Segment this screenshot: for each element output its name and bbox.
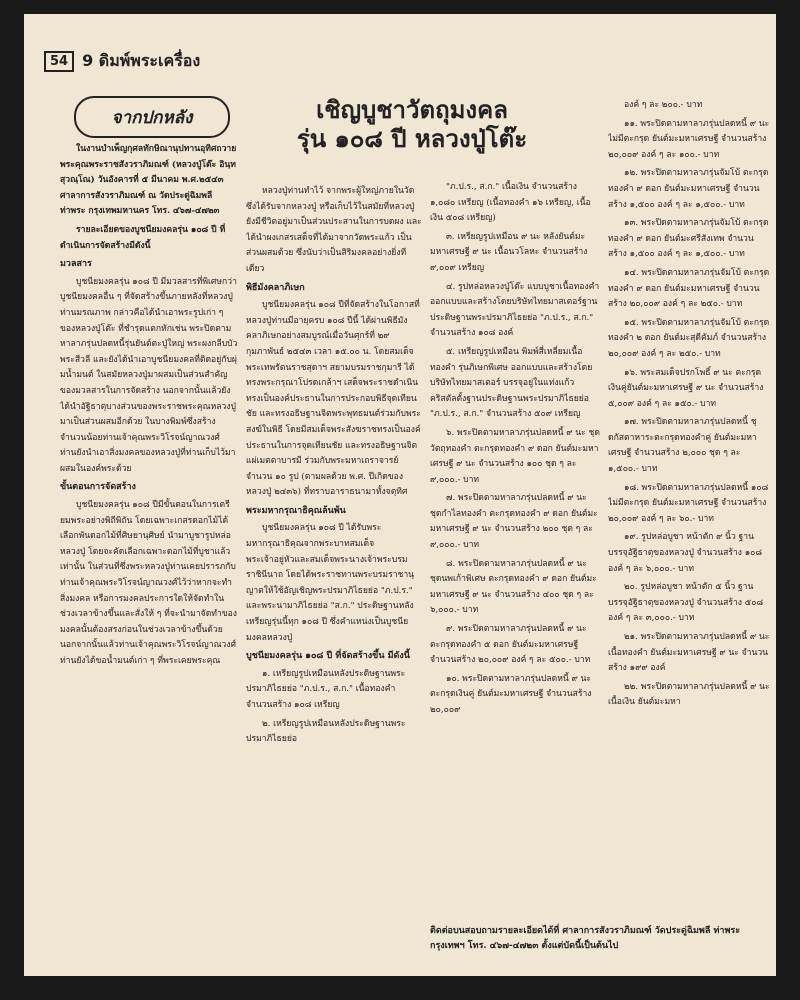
text-column-3 — [430, 180, 600, 920]
list-item: ๑๗. พระปิดตามหาลาภรุ่นปลดหนี้ ชุดกัสตาหาระตะกรุดทองคำคู่ ยันต์มะมหาเศรษฐี จำนวนสร้าง ๒,๐๐๐ ชุด ๆ ละ ๑,๕๐๐.- บาท — [608, 417, 757, 475]
list-item: ๒. เหรียญรูปเหมือนหลังประดิษฐานพระปรมาภิไธยย่อ — [246, 718, 406, 745]
lead-paragraph-2: รายละเอียดของบูชนียมงคลรุ่น ๑๐๘ ปี ที่ดำเนินการจัดสร้างมีดังนี้ — [60, 224, 226, 251]
column-badge: จากปกหลัง — [74, 96, 230, 138]
page-number: 54 — [44, 51, 74, 72]
list-item: ๒๒. พระปิดตามหาลาภรุ่นปลดหนี้ ๙ นะ เนื้อเงิน ยันต์มะมหา — [608, 681, 770, 708]
section-heading-process: ขั้นตอนการจัดสร้าง — [60, 482, 136, 493]
list-item: ๑๔. พระปิดตามหาลาภรุ่นจัมโบ้ ตะกรุดทองคำ ๙ ดอก ยันต์มะมหาเศรษฐี จำนวนสร้าง ๒๐,๐๐๙ องค์ ๆ ละ ๒๕๐.- บาท — [608, 267, 770, 310]
text-column-1 — [60, 142, 238, 960]
section-heading-items-list: บูชนียมงคลรุ่น ๑๐๘ ปี ที่จัดสร้างขึ้น มีดังนี้ — [246, 651, 410, 662]
lead-paragraph: ในงานบำเพ็ญกุศลทักษิณานุปทานอุทิศถวายพระคุณพระราชสังวราภิมณฑ์ (หลวงปู่โต๊ะ อินฺทสุวณฺโณ) วันอังคารที่ ๕ มีนาคม พ.ศ.๒๕๔๓ ศาลาการสังวราภิมณฑ์ ณ วัดประดู่ฉิมพลี ท่าพระ กรุงเทพมหานคร โทร. ๔๖๗-๔๗๒๓ — [60, 144, 237, 217]
list-item: ๑๑. พระปิดตามหาลาภรุ่นปลดหนี้ ๙ นะ ไม่มีตะกรุด ยันต์มะมหาเศรษฐี จำนวนสร้าง ๒๐,๐๐๙ องค์ ๆ ละ ๑๐๐.- บาท — [608, 118, 770, 160]
list-item: "ภ.ป.ร., ส.ก." เนื้อเงิน จำนวนสร้าง ๑,๐๘๐ เหรียญ (เนื้อทองคำ ๑๖ เหรียญ, เนื้อเงิน ๕๐๘ เหรียญ) — [430, 182, 591, 224]
text-column-2 — [246, 184, 422, 960]
list-item: ๕. เหรียญรูปเหมือน พิมพ์สี่เหลี่ยมเนื้อทองคำ รุ่นภิเษกพิเศษ ออกแบบและสร้างโดยบริษัทไทยมาสเตอร์ บรรจุอยู่ในแท่งแก้วคริสตัลตั้งฐานประดิษฐานพระปรมาภิไธยย่อ "ภ.ป.ร., ส.ก." จำนวนสร้าง ๕๐๙ เหรียญ — [430, 346, 593, 420]
paragraph: บูชนียมงคลรุ่น ๑๐๘ ปี มีมวลสารที่พิเศษกว่าบูชนียมงคลอื่น ๆ ที่จัดสร้างขึ้นภายหลังที่หลวงปู่ท่านมรณภาพ กล่าวคือได้นำเอาพระรูปเก่า ๆ ของหลวงปู่โต๊ะ ที่ชำรุดแตกหักเช่น พระปิดตามหาลาภรุ่นปลดหนี้รุ่นยันต์ตะปู่ใหญ่ พระผงกลีบบัว พระสีวลี และยังได้นำเอาบูชนียมงคลที่ติดอยู่กับผุ่มน้ำมนต์ ในสมัยหลวงปู่มาผสมเป็นส่วนสำคัญของมวลสารในการจัดสร้าง นอกจากนั้นแล้วยังได้นำอัฐิธาตุบางส่วนของพระราชพระคุณหลวงปู่มาเป็นส่วนผสมอีกด้วย ในบางพิมพ์ซึ่งสร้างจำนวนน้อยท่านเจ้าคุณพระวิโรจน์ญาณวงศ์ ท่านยังนำเอาสิ่งมงคลของหลวงปู่ที่ท่านเก็บไว้มาผสมในองค์พระด้วย — [60, 276, 238, 474]
publication-name: 9 ดิมพ์พระเครื่อง — [82, 50, 201, 70]
list-item: ๑๘. พระปิดตามหาลาภรุ่นปลดหนี้ ๑๐๘ ไม่มีตะกรุด ยันต์มะมหาเศรษฐี จำนวนสร้าง ๒๐,๐๐๙ องค์ ๆ ละ ๖๐.- บาท — [608, 482, 769, 524]
list-item: ๒๑. พระปิดตามหาลาภรุ่นปลดหนี้ ๙ นะ เนื้อทองคำ ยันต์มะมหาเศรษฐี ๙ นะ จำนวนสร้าง ๑๙๙ องค์ — [608, 632, 770, 674]
list-item: ๑๙. รูปหล่อบูชา หน้าตัก ๙ นิ้ว ฐานบรรจุอัฐิธาตุของหลวงปู่ จำนวนสร้าง ๑๐๘ องค์ ๆ ละ ๖,๐๐๐.- บาท — [608, 532, 763, 574]
list-item: ๖. พระปิดตามหาลาภรุ่นปลดหนี้ ๙ นะ ชุดวัตถุทองคำ ตะกรุดทองคำ ๙ ดอก ยันต์มะมหาเศรษฐี ๙ นะ จำนวนสร้าง ๑๐๐ ชุด ๆ ละ ๙,๐๐๐.- บาท — [430, 427, 600, 485]
list-item: ๑๕. พระปิดตามหาลาภรุ่นจัมโบ้ ตะกรุดทองคำ ๒ ดอก ยันต์มะสุดีคัมภ์ จำนวนสร้าง ๒๐,๐๐๙ องค์ ๆ ละ ๒๕๐.- บาท — [608, 317, 770, 359]
article-title — [242, 96, 582, 154]
list-item: ๑๖. พระสมเด็จปรกโพธิ์ ๙ นะ ตะกรุดเงินคู่ยันต์มะมหาเศรษฐี ๙ นะ จำนวนสร้าง ๕,๐๐๙ องค์ ๆ ละ ๑๕๐.- บาท — [608, 367, 764, 409]
list-item: ๔. รูปหล่อหลวงปู่โต๊ะ แบบบูชาเนื้อทองคำ ออกแบบและสร้างโดยบริษัทไทยมาสเตอร์ฐานประดิษฐานพระปรมาภิไธยย่อ "ภ.ป.ร., ส.ก." จำนวนสร้าง ๑๐๘ องค์ — [430, 281, 600, 339]
paragraph: บูชนียมงคลรุ่น ๑๐๘ ปีมีขั้นตอนในการเตรียมพระอย่างพิถีพิถัน โดยเฉพาะเกสรดอกไม้ได้เลือกพันดอกไม้ที่ศิษยานุศิษย์ นำมาบูชารูปหล่อหลวงปู่ โดยจะคัดเลือกเฉพาะดอกไม้ที่บูชาแล้วเท่านั้น ในส่วนที่ซึ่งพระหลวงปู่ท่านเคยปรารภกับท่านเจ้าคุณพระวิโรจน์ญาณวงศ์ไว้ว่าหากจะทำสิ่งมงคล หรือการมงคลประการใดให้จัดทำในช่วงเวลาข้างขึ้นและสั่งให้ ๆ ที่จะนำมาจัดทำของมงคลนั้นต้องสรงก่อนในช่วงเวลาข้างขึ้นด้วย นอกจากนั้นแล้วท่านเจ้าคุณพระวิโรจน์ญาณวงศ์ ท่านยังได้ขอน้ำมนต์เก่า ๆ ที่พระเคยพระคุณ — [60, 500, 238, 666]
section-heading-materials: มวลสาร — [60, 259, 92, 270]
section-heading-royal-grace: พระมหากรุณาธิคุณล้นพ้น — [246, 505, 346, 516]
list-item: ๘. พระปิดตามหาลาภรุ่นปลดหนี้ ๙ นะ ชุดนพเก้าพิเศษ ตะกรุดทองคำ ๙ ดอก ยันต์มะมหาเศรษฐี ๙ นะ จำนวนสร้าง ๔๐๐ ชุด ๆ ละ ๖,๐๐๐.- บาท — [430, 558, 597, 616]
list-item: ๑๐. พระปิดตามหาลาภรุ่นปลดหนี้ ๙ นะ ตะกรุดเงินคู่ ยันต์มะมหาเศรษฐี จำนวนสร้าง ๒๐,๐๐๙ — [430, 673, 592, 715]
paragraph: บูชนียมงคลรุ่น ๑๐๘ ปีที่จัดสร้างในโอกาสที่หลวงปู่ท่านมีอายุครบ ๑๐๘ ปีนี้ ได้ผ่านพิธีมังคลาภิเษกอย่างสมบูรณ์เมื่อวันศุกร์ที่ ๒๙ กุมภาพันธ์ ๒๕๔๓ เวลา ๑๕.๐๐ น. โดยสมเด็จพระเทพรัตนราชสุดาฯ สยามบรมราชกุมารี ได้ทรงพระกรุณาโปรดเกล้าฯ เสด็จพระราชดำเนินทรงเป็นองค์ประธานในการประกอบพิธีจุดเทียนชัย และทรงอธิษฐานจิตพระพุทธมนต์ร่วมกับพระสงฆ์ในพิธี โดยมีสมเด็จพระสังฆราชทรงเป็นองค์ประธานในการจุดเทียนชัย และทรงอธิษฐานจิตแผ่เมตตาบารมี ร่วมกับพระมหาเถราจารย์ จำนวน ๑๐ รูป (ตามผลด้วย พ.ศ. ปีเกิดของหลวงปู่ ๒๔๓๖) ที่ทราบอาราธนามาทั้งจตุทิศ — [246, 300, 421, 498]
list-item: ๑๓. พระปิดตามหาลาภรุ่นจัมโบ้ ตะกรุดทองคำ ๙ ดอก ยันต์มะศรีสังเทพ จำนวนสร้าง ๑,๕๐๐ องค์ ๆ ละ ๑,๕๐๐.- บาท — [608, 218, 769, 260]
title-line-1: เชิญบูชาวัตถุมงคล — [316, 96, 508, 124]
list-item: ๙. พระปิดตามหาลาภรุ่นปลดหนี้ ๙ นะ ตะกรุดทองคำ ๕ ดอก ยันต์มะมหาเศรษฐี จำนวนสร้าง ๒๐,๐๐๙ องค์ ๆ ละ ๕๐๐.- บาท — [430, 624, 591, 666]
section-heading-ceremony: พิธีมังคลาภิเษก — [246, 282, 305, 293]
paragraph: หลวงปู่ท่านทำไว้ จากพระผู้ใหญ่ภายในวัดซึ่งได้รับจากหลวงปู่ หรือเก็บไว้ในสมัยที่หลวงปู่ยังมีชีวิตอยู่มาเป็นส่วนประสานในการบดผง และได้นำผงเกสรเสด็จที่ได้มาจากวัดพระแก้ว เป็นส่วนผสมด้วย ซึ่งนับว่าเป็นสิริมงคลอย่างยิ่งทีเดียว — [246, 186, 422, 274]
list-item: ๗. พระปิดตามหาลาภรุ่นปลดหนี้ ๙ นะ ชุดกำไลทองคำ ตะกรุดทองคำ ๙ ดอก ยันต์มะมหาเศรษฐี ๙ นะ จำนวนสร้าง ๒๐๐ ชุด ๆ ละ ๙,๐๐๐.- บาท — [430, 493, 598, 551]
list-item: ๑๒. พระปิดตามหาลาภรุ่นจัมโบ้ ตะกรุดทองคำ ๙ ดอก ยันต์มะมหาเศรษฐี จำนวนสร้าง ๑,๕๐๐ องค์ ๆ ละ ๑,๕๐๐.- บาท — [608, 168, 769, 210]
list-item: ๒๐. รูปหล่อบูชา หน้าตัก ๕ นิ้ว ฐานบรรจุอัฐิธาตุของหลวงปู่ จำนวนสร้าง ๕๐๘ องค์ ๆ ละ ๓,๐๐๐.- บาท — [608, 582, 764, 624]
text-column-4 — [608, 98, 770, 920]
paragraph: บูชนียมงคลรุ่น ๑๐๘ ปี ได้รับพระมหากรุณาธิคุณจากพระบาทสมเด็จพระเจ้าอยู่หัวและสมเด็จพระนางเจ้าพระบรมราชินีนาถ โดยได้พระราชทานพระบรมราชานุญาตให้ใช้อัญเชิญพระปรมาภิไธยย่อ "ภ.ป.ร." และพระนามาภิไธยย่อ "ส.ก." ประดิษฐานหลังเหรียญรุ่นนี้ทุก ๑๐๘ ปี ซึ่งคำแหน่งเป็นบูชนียมงคลหลวงปู่ — [246, 523, 415, 643]
list-item: ๓. เหรียญรูปเหมือน ๙ นะ หลังยันต์มะมหาเศรษฐี ๙ นะ เนื้อนวโลหะ จำนวนสร้าง ๙,๐๐๙ เหรียญ — [430, 231, 588, 273]
list-item: องค์ ๆ ละ ๒๐๐.- บาท — [624, 100, 703, 110]
page-header — [44, 46, 200, 76]
list-item: ๑. เหรียญรูปเหมือนหลังประดิษฐานพระปรมาภิไธยย่อ "ภ.ป.ร., ส.ก." เนื้อทองคำ จำนวนสร้าง ๑๐๘ เหรียญ — [246, 668, 406, 710]
title-line-2: รุ่น ๑๐๘ ปี หลวงปู่โต๊ะ — [296, 124, 528, 153]
contact-footer: ติดต่อบนสอบถามรายละเอียดได้ที่ ศาลาการสังวราภิมณฑ์ วัดประดู่ฉิมพลี ท่าพระ กรุงเทพฯ โทร. ๔๖๗-๔๗๒๓ ตั้งแต่บัดนี้เป็นต้นไป — [430, 926, 741, 951]
magazine-page — [24, 14, 776, 976]
